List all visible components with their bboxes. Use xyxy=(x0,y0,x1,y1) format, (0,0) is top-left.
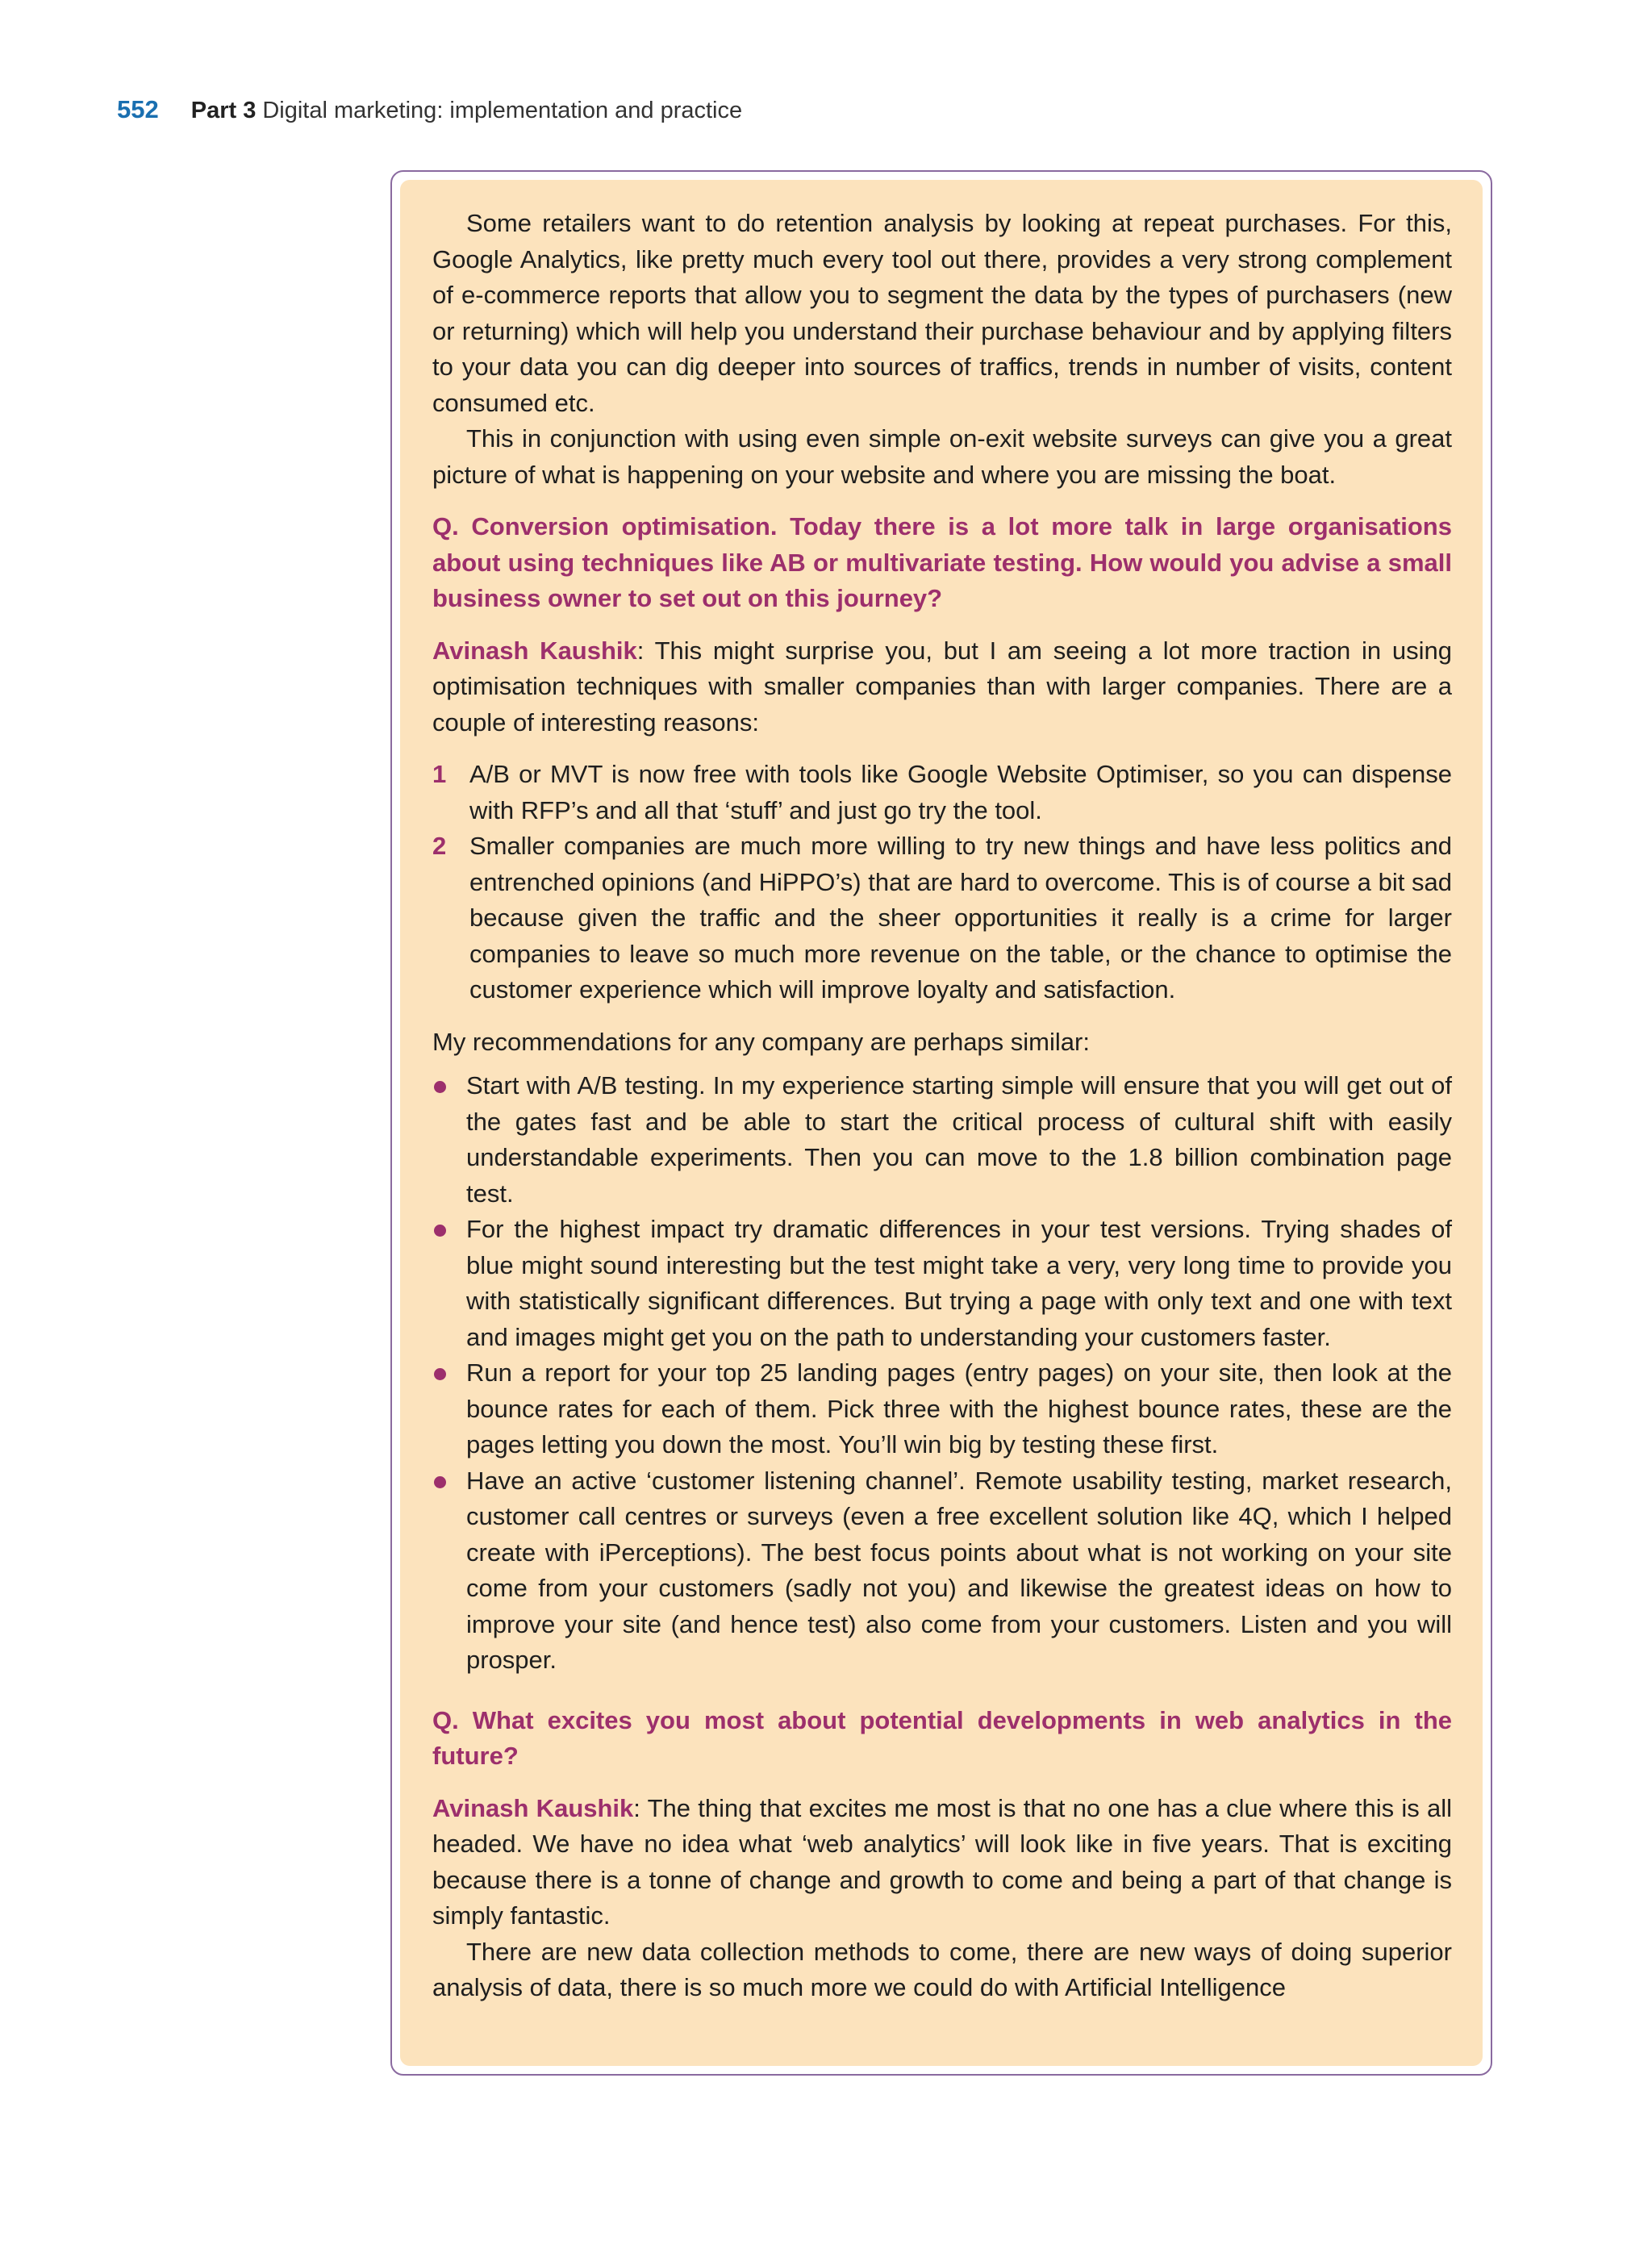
speaker-name: Avinash Kaushik xyxy=(432,636,637,665)
intro-paragraph-2: This in conjunction with using even simple on-exit website surveys can give you a great picture of what is happening on your website and where you are missing the boat. xyxy=(432,424,1452,489)
part-label: Part 3 xyxy=(190,98,257,123)
list-item-text: Run a report for your top 25 landing pages (entry pages) on your site, then look at the bounce rates for each of them. Pick three with the highest bounce rates, these are the pages letting you down the most. You’ll win big by testing these first. xyxy=(466,1358,1452,1458)
list-item xyxy=(432,1463,1452,1679)
answer-1-paragraph xyxy=(432,633,1452,741)
answer-2-continued: There are new data collection methods to come, there are new ways of doing superior analysis of data, there is so much more we could do with Artificial Intelligence xyxy=(432,1937,1452,2001)
part-title: Digital marketing: implementation and practice xyxy=(262,98,743,123)
list-item-text: Have an active ‘customer listening channel’. Remote usability testing, market research, customer call centres or surveys (even a free excellent solution like 4Q, which I helped create with iPerceptions). The best focus points about what is not working on your site come from your customers (sadly not you) and likewise the greatest ideas on how to improve your site (and hence test) also come from your customers. Listen and you will prosper. xyxy=(466,1466,1452,1674)
page-number: 552 xyxy=(117,95,159,123)
list-item xyxy=(432,828,1452,1008)
bullet-icon xyxy=(434,1368,446,1380)
list-item xyxy=(432,1212,1452,1355)
list-number: 2 xyxy=(432,832,447,860)
question-1: Q. Conversion optimisation. Today there is a lot more talk in large organisations about using techniques like AB or multivariate testing. How would you advise a small business owner to set out on this journey? xyxy=(432,512,1452,612)
interview-box xyxy=(390,170,1492,2076)
bullet-icon xyxy=(434,1081,446,1093)
recommendations-list xyxy=(432,1068,1452,1679)
answer-1-text: : This might surprise you, but I am seeing a lot more traction in using optimisation techniques with smaller companies than with larger companies. There are a couple of interesting reasons: xyxy=(432,636,1452,737)
list-item xyxy=(432,1068,1452,1212)
list-item-text: A/B or MVT is now free with tools like Google Website Optimiser, so you can dispense with RFP’s and all that ‘stuff’ and just go try the tool. xyxy=(469,760,1452,824)
running-head xyxy=(117,95,742,125)
list-item-text: Smaller companies are much more willing to try new things and have less politics and entrenched opinions (and HiPPO’s) that are hard to overcome. This is of course a bit sad because given the traffic and the sheer opportunities it really is a crime for larger companies to leave so much more revenue on the table, or the chance to optimise the customer experience which will improve loyalty and satisfaction. xyxy=(469,832,1452,1004)
speaker-name: Avinash Kaushik xyxy=(432,1793,634,1822)
list-item xyxy=(432,757,1452,828)
list-item xyxy=(432,1355,1452,1463)
answer-2-paragraph xyxy=(432,1791,1452,1934)
list-number: 1 xyxy=(432,760,447,788)
list-item-text: Start with A/B testing. In my experience starting simple will ensure that you will get out of the gates fast and be able to start the critical process of cultural shift with easily understandable experiments. Then you can move to the 1.8 billion combination page test. xyxy=(466,1071,1452,1208)
intro-paragraph-1: Some retailers want to do retention analysis by looking at repeat purchases. For this, Google Analytics, like pretty much every tool out there, provides a very strong complement of e-commerce reports that allow you to segment the data by the types of purchasers (new or returning) which will help you understand their purchase behaviour and by applying filters to your data you can dig deeper into sources of traffics, trends in number of visits, content consumed etc. xyxy=(432,209,1452,417)
answer-2-text: : The thing that excites me most is that no one has a clue where this is all headed. We have no idea what ‘web analytics’ will look like in five years. That is exciting because there is a tonne of change and growth to come and being a part of that change is simply fantastic. xyxy=(432,1793,1452,1930)
bullet-icon xyxy=(434,1225,446,1237)
recommendations-intro: My recommendations for any company are perhaps similar: xyxy=(432,1027,1090,1056)
bullet-icon xyxy=(434,1476,446,1488)
interview-box-content xyxy=(400,180,1483,2066)
question-2: Q. What excites you most about potential developments in web analytics in the future? xyxy=(432,1705,1452,1770)
list-item-text: For the highest impact try dramatic differences in your test versions. Trying shades of blue might sound interesting but the test might take a very, very long time to provide you with statistically significant differences. But trying a page with only text and one with text and images might get you on the path to understanding your customers faster. xyxy=(466,1215,1452,1351)
reasons-list xyxy=(432,757,1452,1008)
